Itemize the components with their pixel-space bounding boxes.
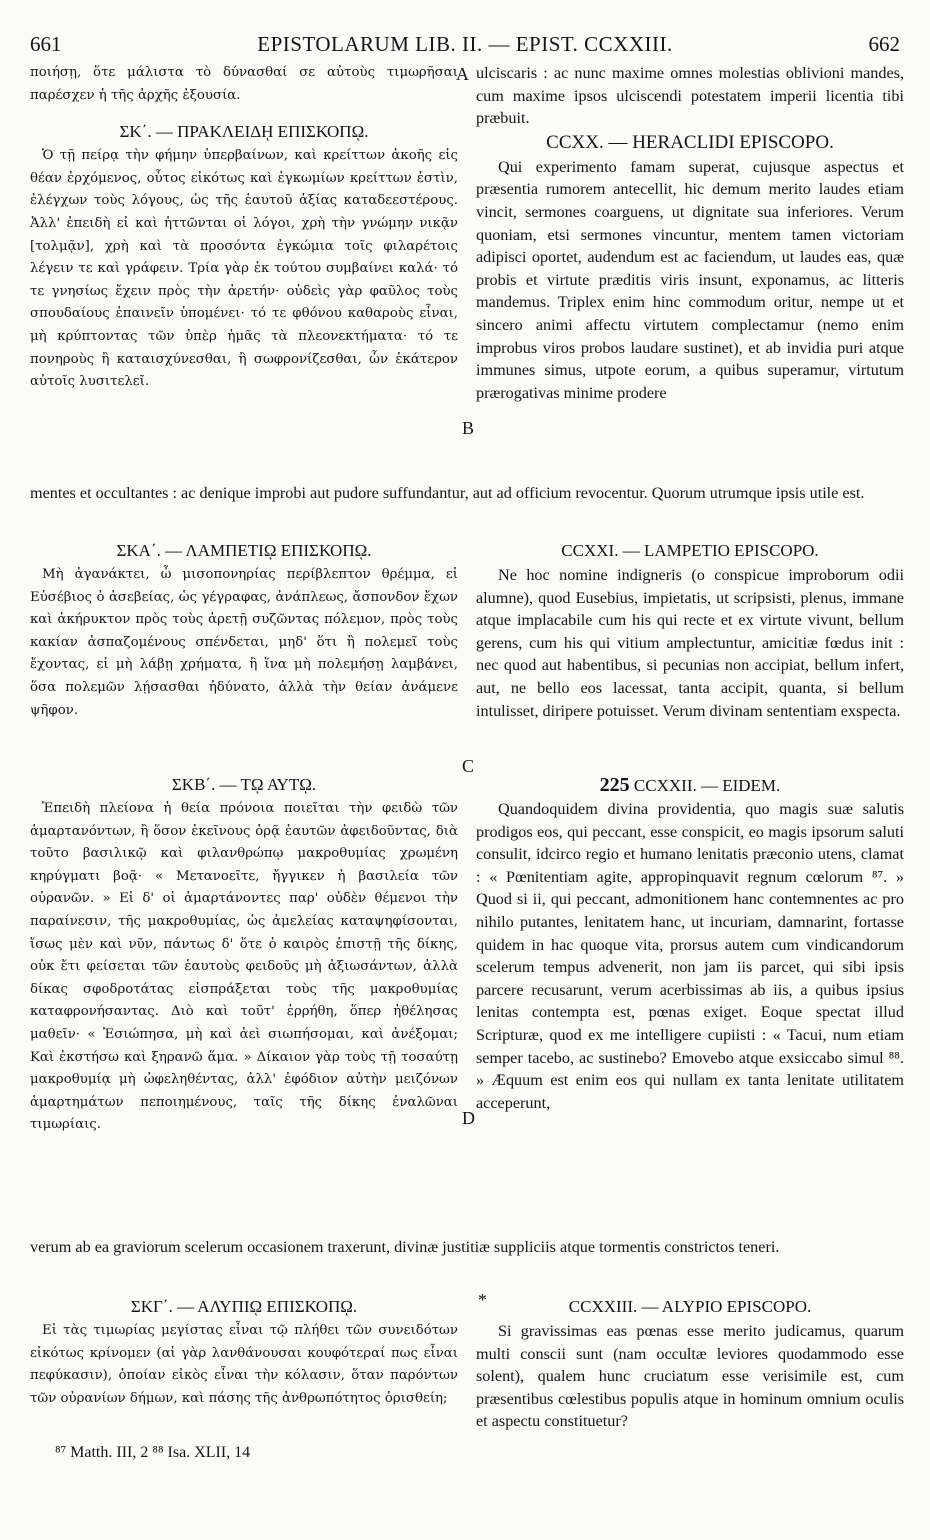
greek-intro-text: ποιήσῃ, ὅτε μάλιστα τὸ δύνασθαί σε αὐτοὺς τιμωρῆσαι παρέσχεν ἡ τῆς ἀρχῆς ἐξουσία. (30, 65, 458, 103)
latin-column-223 (476, 1294, 904, 1433)
latin-epistle-223-title: CCXXIII. — ALYPIO EPISCOPO. (568, 1297, 812, 1316)
latin-epistle-221-text: Ne hoc nomine indigneris (o conspicue improborum odii alumne), quod Eusebius, impietatis, ut scripsisti, plenus, immane atque implacabile cum his qui recte et ex virtute vivunt, bellum gerens, cum his qui vitium amplectuntur, amicitiæ fœdus init : nec quod aut habentibus, si pecunias non accipiat, bellum infert, aut, ne bello eos lacessat, tanta accipit, quanta, si bellum intulisset, diripere potuisset. Verum divinam sententiam exspecta. (476, 566, 904, 720)
margin-letter-d: D (462, 1108, 475, 1128)
greek-epistle-222-text: Ἐπειδὴ πλείονα ἡ θεία πρόνοια ποιεῖται τὴν φειδὼ τῶν ἁμαρτανόντων, ἢ ὅσον ἐκεῖνους ὁρᾷ ἑαυτῶν ἀφειδοῦντας, διὰ τοῦτο βασιλικῷ καὶ φιλανθρώπῳ μακροθυμίας χρωμένη κηρύγματι βοᾷ· « Μετανοεῖτε, ἤγγικεν ἡ βασιλεία τῶν οὐρανῶν. » Εἰ δ' οἱ ἁμαρτάνοντες παρ' οὐδὲν θέμενοι τὴν παραίνεσιν, τῆς μακροθυμίας, ὡς ἀμελείας καταψηφίσονται, ἴσως μὲν καὶ νῦν, πάντως δ' ὅτε ὁ καιρὸς ἐπιστῇ τῆς δίκης, οὐκ ἔτι φείσεται τῶν ἑαυτοὺς φειδοῦς μὴ ἀξιωσάντων, ἀλλὰ δίκας σφοδροτάτας εἰσπράξεται τοὺς τῆς μακροθυμίας καταφρονήσαντας. Διὸ καὶ τοῦτ' ἐρρήθη, ὅπερ ἠθέλησας μαθεῖν· « Ἐσιώπησα, μὴ καὶ ἀεὶ σιωπήσομαι, καὶ ἀνέξομαι; Καὶ ἐκστήσω καὶ ξηρανῶ ἅμα. » Δίκαιον γὰρ τοὺς τῇ τοσαύτῃ μακροθυμίᾳ μὴ ὠφεληθέντας, ἀλλ' ἐφόδιον αὐτὴν μειζόνων ἁμαρτημάτων πεποιημένους, ταῖς τῆς δίκης ἐναλῶναι τιμωρίαις. (30, 801, 458, 1133)
latin-epistle-221-title: CCXXI. — LAMPETIO EPISCOPO. (561, 541, 819, 560)
running-header (30, 32, 900, 58)
latin-epistle-222-heading (476, 772, 904, 798)
greek-epistle-223-title: ΣΚΓ΄. — ΑΛΥΠΙῼ ΕΠΙΣΚΟΠῼ. (130, 1297, 358, 1316)
margin-letter-c: C (462, 756, 475, 776)
latin-epistle-222-text: Quandoquidem divina providentia, quo magis suæ salutis prodigos eos, qui peccant, esse conspicit, eo magis ipsorum saluti consulit, idcirco regio et humano lenitatis præconio utens, clamat : « Pœnitentiam agite, appropinquavit regnum cœlorum ⁸⁷. » Quod si ii, qui peccant, admonitionem hanc contemnentes ac pro nihilo putantes, lenitatem hanc, ut incuriam, damnarint, fortasse quidem in hac quoque vita, prorsus autem cum vindicandorum scelerum tempus advenerit, non jam iis parcet, qui sibi ipsis parcere recusarunt, verum acerbissimas ab iis, a quibus ipsius lenitas contempta est, pœnas exiget. Eoque spectat illud Scripturæ, quod ex me intelligere cupiisti : « Tacui, num etiam semper tacebo, ac sustinebo? Emovebo atque exsiccabo simul ⁸⁸. » Æquum est enim eos qui nullam ex tanta lenitate utilitatem acceperunt, (476, 800, 904, 1112)
latin-column-top (476, 62, 904, 404)
running-title: EPISTOLARUM LIB. II. — EPIST. CCXXIII. (257, 32, 673, 56)
latin-epistle-222-continuation: verum ab ea graviorum scelerum occasionem traxerunt, divinæ justitiæ suppliciis atque tormentis constrictos teneri. (30, 1238, 780, 1256)
latin-column-221 (476, 538, 904, 722)
latin-column-222 (476, 772, 904, 1114)
column-number-marker: 225 (599, 774, 630, 796)
page-number-right: 662 (868, 32, 900, 56)
margin-letter-a: A (456, 64, 469, 84)
greek-epistle-223-text: Εἰ τὰς τιμωρίας μεγίστας εἶναι τῷ πλήθει τῶν συνειδότων εἰκότως κρίνομεν (αἱ γὰρ λανθάνουσαι κουφότεραί πως εἶναι πεφύκασιν), ὁποίαν εἰκὸς εἶναι τὴν κόλασιν, ὅταν παρόντων τῶν οὐρανίων δήμων, καὶ πάσης τῆς ἀνθρωπότητος ὁρισθείη; (30, 1323, 458, 1406)
greek-epistle-222-title: ΣΚΒ΄. — Τῼ ΑΥΤῼ. (171, 775, 317, 794)
greek-column-221 (30, 538, 458, 722)
latin-epistle-220-text: Qui experimento famam superat, cujusque aspectus et præsentia rumorem antecellit, hic demum merito laudes etiam vincit, sermones coarguens, ut dignitate sua inferiores. Verum quoniam, etsi sermones vincuntur, mentem tamen victoriam adipisci oportet, audendum est ac faciendum, ut laudes eas, quæ probis et virtute præditis viris insunt, exponamus, ac litteris mandemus. Triplex enim hinc commodum oritur, nempe ut et sincero animi affectu virtutem complectamur (nemo enim improbus viros probos laudare sustinet), et ab invidia puri atque immunes simus, utpote eorum, a quibus superamur, virtutum prærogativas minime prodere (476, 157, 904, 402)
greek-column-222 (30, 772, 458, 1137)
greek-epistle-221-text: Μὴ ἀγανάκτει, ὦ μισοπονηρίας περίβλεπτον θρέμμα, εἰ Εὐσέβιος ὁ ἀσεβείας, ὡς γέγραφας, ἀνάπλεως, ἄσπονδον ἔχων καὶ ἀκήρυκτον πρὸς τοὺς ἀρετῇ συζῶντας πόλεμον, πρὸς τοὺς κακίαν ἀσπαζομένους σπένδεται, μηδ' ὅτι ἢ πολεμεῖ τοὺς ἔχοντας, εἰ μὴ λάβῃ χρήματα, ἢ ἵνα μὴ πολεμήσῃ λαμβάνει, ὅσα πολεμῶν λῄσασθαι ἠδύνατο, ἀλλὰ τὴν θείαν ἀνάμενε ψῆφον. (30, 567, 458, 718)
page-number-left: 661 (30, 32, 62, 56)
footnotes: ⁸⁷ Matth. III, 2 ⁸⁸ Isa. XLII, 14 (55, 1444, 251, 1461)
latin-intro-text: ulciscaris : ac nunc maxime omnes molestias oblivioni mandes, cum maxime ipsos ulciscendi potestatem imperii licentia tibi præbuit. (476, 64, 904, 128)
latin-epistle-220-continuation: mentes et occultantes : ac denique improbi aut pudore suffundantur, aut ad officium revocentur. Quorum utrumque ipsis utile est. (30, 484, 865, 502)
latin-epistle-223-text: Si gravissimas eas pœnas esse merito judicamus, quarum multi conscii sunt (nam occultæ leviores quodammodo esse solent), qualem hunc cruciatum esse verisimile est, cum præsentibus cœlestibus populis atque in hominum omnium oculis et aspectu constituetur? (476, 1322, 904, 1431)
greek-column-top (30, 62, 458, 394)
margin-letter-b: B (462, 418, 475, 438)
greek-epistle-220-title: ΣΚ΄. — ΠΡΑΚΛΕΙΔῌ ΕΠΙΣΚΟΠῼ. (119, 122, 369, 142)
latin-epistle-222-title: CCXXII. — EIDEM. (633, 776, 781, 795)
margin-asterisk: * (478, 1290, 487, 1310)
greek-column-223 (30, 1294, 458, 1410)
latin-epistle-220-title: CCXX. — HERACLIDI EPISCOPO. (546, 131, 834, 153)
greek-epistle-220-text: Ὁ τῇ πείρᾳ τὴν φήμην ὑπερβαίνων, καὶ κρείττων ἀκοῆς εἰς θέαν ἐρχόμενος, οὗτος εἰκότως καὶ ἐγκωμίων κρείττων ἐστὶν, ἐλέγχων τοὺς λόγους, ὡς τῆς ἑαυτοῦ ἀξίας καταδεεστέρους. Ἀλλ' ἐπειδὴ εἰ καὶ ἡττῶνται οἱ λόγοι, χρὴ τὴν γνώμην νικᾷν [τολμᾷν], χρὴ καὶ τὰ προσόντα ἐγκώμια τοῖς φιλαρέτοις λέγειν τε καὶ γράφειν. Τρία γὰρ ἐκ τούτου συμβαίνει καλά· τό τε γνησίως ἔχειν πρὸς τὴν ἀρετήν· οὐδεὶς γὰρ φαῦλος τοὺς σπουδαίους ἐπαινεῖν ὑπομένει· τό τε φθόνου καθαροὺς εἶναι, μὴ κρύπτοντας τῶν ὑπὲρ ἡμᾶς τὰ πλεονεκτήματα· τό τε πονηροὺς ἢ καταισχύνεσθαι, ἢ σωφρονίζεσθαι, ὧν ἑκάτερον αὐτοῖς λυσιτελεῖ. (30, 148, 458, 390)
greek-epistle-221-title: ΣΚΑ΄. — ΛΑΜΠΕΤΙῼ ΕΠΙΣΚΟΠῼ. (116, 541, 372, 560)
